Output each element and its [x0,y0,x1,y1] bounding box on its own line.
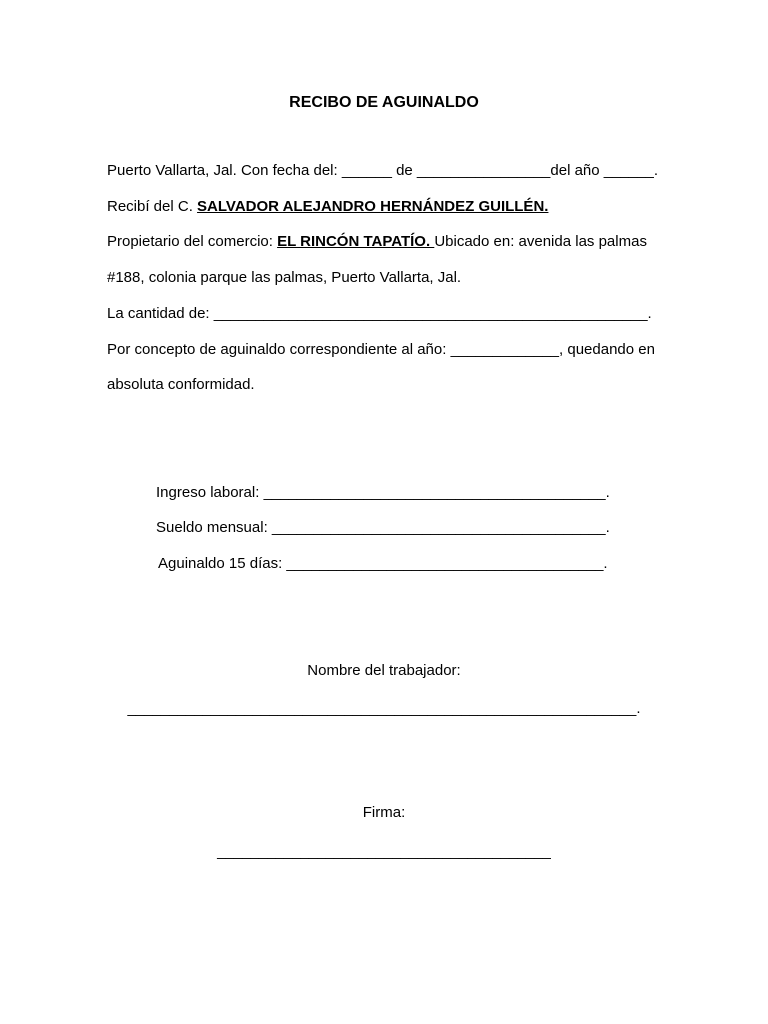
amount-line: La cantidad de: ____________________________________________________. [107,305,652,322]
location-label: Ubicado en: avenida las palmas [434,233,647,250]
sueldo-mensual-field: Sueldo mensual: ________________________________________. [156,519,610,536]
conformity-line: absoluta conformidad. [107,376,255,393]
receipt-line [107,198,548,216]
address-line: #188, colonia parque las palmas, Puerto Vallarta, Jal. [107,269,462,286]
signature-label: Firma: [362,804,406,821]
worker-name: SALVADOR ALEJANDRO HERNÁNDEZ GUILLÉN. [197,198,549,215]
ingreso-laboral-field: Ingreso laboral: _________________________________________. [156,484,610,501]
aguinaldo-field: Aguinaldo 15 días: ______________________________________. [158,555,608,572]
business-name: EL RINCÓN TAPATÍO. [277,233,435,250]
worker-name-line: _____________________________________________________________. [127,700,641,717]
concept-line: Por concepto de aguinaldo correspondiente al año: _____________, quedando en [107,341,655,358]
owner-line [107,233,647,251]
document-title: RECIBO DE AGUINALDO [289,94,479,111]
owner-label: Propietario del comercio: [107,233,278,250]
worker-name-label: Nombre del trabajador: [307,662,461,679]
received-from-label: Recibí del C. [107,198,198,215]
date-line: Puerto Vallarta, Jal. Con fecha del: ______ de ________________del año ______. [107,162,659,179]
signature-line: ________________________________________ [217,843,551,860]
